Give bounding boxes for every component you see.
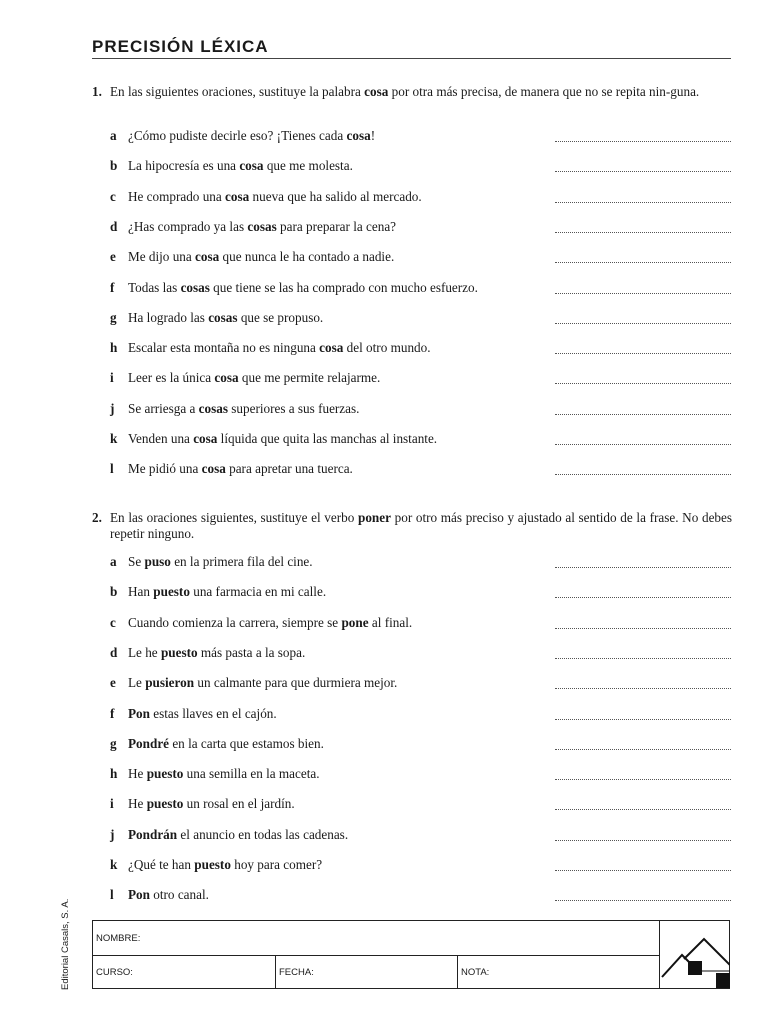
item-letter: j (110, 400, 115, 416)
item-letter: e (110, 675, 116, 691)
text-segment: Se arriesga a (128, 400, 199, 416)
item-sentence (128, 886, 209, 904)
text-segment: He comprado una (128, 188, 226, 204)
keyword: cosa (201, 461, 226, 477)
text-segment: Cuando comienza la carrera, siempre se (128, 614, 342, 630)
answer-line[interactable] (555, 374, 731, 384)
keyword: Pon (128, 705, 150, 721)
text-segment: otro canal. (149, 887, 209, 903)
item-letter: c (110, 188, 116, 204)
answer-line[interactable] (555, 831, 731, 841)
answer-line[interactable] (555, 162, 731, 172)
keyword: cosa (225, 188, 250, 204)
item-sentence (128, 157, 353, 175)
keyword: cosa (239, 158, 264, 174)
keyword: cosa (195, 249, 220, 265)
text-segment: que me permite relajarme. (238, 370, 381, 386)
item-sentence (128, 856, 322, 874)
text-segment: Venden una (128, 431, 194, 446)
publisher-credit: Editorial Casals, S. A. (60, 898, 71, 990)
text-segment: ¿Cómo pudiste decirle eso? ¡Tienes cada (128, 128, 347, 143)
keyword: puesto (160, 644, 198, 660)
exercise-item (110, 218, 731, 236)
text-segment: más pasta a la sopa. (197, 644, 306, 660)
text-segment: La hipocresía es una (128, 158, 240, 174)
text-segment: que tiene se las ha comprado con mucho esfuerzo. (209, 279, 478, 295)
keyword: puesto (153, 584, 190, 600)
item-letter: l (110, 461, 114, 477)
exercise-item (110, 826, 731, 844)
item-letter: b (110, 584, 118, 600)
item-letter: g (110, 735, 117, 751)
answer-line[interactable] (555, 344, 731, 354)
text-segment: He (128, 766, 147, 782)
text-segment: Me dijo una (128, 249, 196, 265)
item-letter: f (110, 705, 115, 721)
item-letter: h (110, 340, 118, 356)
page-title: PRECISIÓN LÉXICA (92, 37, 269, 56)
answer-line[interactable] (555, 223, 731, 233)
house-icon (660, 921, 730, 988)
answer-line[interactable] (555, 284, 731, 294)
text-segment: Leer es la única (128, 370, 215, 386)
exercise-item (110, 248, 731, 266)
question-number: 2. (92, 510, 102, 525)
keyword: cosas (208, 309, 238, 325)
answer-line[interactable] (555, 314, 731, 324)
exercise-item (110, 309, 731, 327)
exercise-item (110, 735, 731, 753)
text-segment: para preparar la cena? (276, 218, 397, 234)
item-sentence (128, 614, 412, 632)
exercise-item (110, 553, 731, 571)
text-segment: He (128, 796, 147, 812)
exercise-item (110, 705, 731, 723)
text-segment: líquida que quita las manchas al instante. (217, 431, 438, 446)
exercise-item (110, 460, 731, 478)
text-segment: un rosal en el jardín. (183, 796, 295, 812)
answer-line[interactable] (555, 558, 731, 568)
text-segment: En las oraciones siguientes, sustituye el verbo (110, 510, 358, 525)
keyword: cosa (346, 128, 371, 143)
exercise-item (110, 400, 731, 418)
item-sentence (128, 553, 313, 571)
answer-line[interactable] (555, 253, 731, 263)
exercise-item (110, 674, 731, 692)
text-segment: nueva que ha salido al mercado. (249, 188, 422, 204)
name-label: NOMBRE: (96, 932, 141, 944)
text-segment: Le he (128, 644, 161, 660)
keyword: Pondré (128, 735, 170, 751)
item-letter: i (110, 370, 114, 386)
answer-line[interactable] (555, 770, 731, 780)
keyword: cosa (319, 340, 344, 356)
text-segment: para apretar una tuerca. (225, 461, 353, 477)
text-segment: una farmacia en mi calle. (189, 584, 327, 600)
answer-line[interactable] (555, 405, 731, 415)
item-sentence (128, 400, 359, 418)
text-segment: el anuncio en todas las cadenas. (177, 826, 349, 842)
answer-line[interactable] (555, 891, 731, 901)
text-segment: Han (128, 584, 154, 600)
item-letter: d (110, 218, 118, 234)
keyword: Pon (128, 887, 150, 903)
text-segment: en la carta que estamos bien. (169, 735, 324, 751)
answer-line[interactable] (555, 193, 731, 203)
keyword: puso (144, 554, 171, 569)
answer-line[interactable] (555, 679, 731, 689)
item-sentence (128, 430, 437, 448)
text-segment: que se propuso. (237, 309, 324, 325)
grade-label: NOTA: (461, 967, 490, 978)
course-field[interactable] (93, 956, 275, 989)
exercise-item (110, 583, 731, 601)
keyword: cosa (214, 370, 239, 386)
course-label: CURSO: (96, 967, 133, 978)
text-segment: Ha logrado las (128, 309, 209, 325)
item-sentence (128, 218, 396, 236)
exercise-item (110, 188, 731, 206)
item-letter: c (110, 614, 116, 630)
item-letter: a (110, 128, 117, 143)
text-segment: superiores a sus fuerzas. (227, 400, 360, 416)
item-letter: k (110, 857, 118, 872)
text-segment: En las siguientes oraciones, sustituye la palabra (110, 84, 365, 99)
date-label: FECHA: (279, 967, 314, 978)
item-sentence (128, 644, 305, 662)
grade-field[interactable] (457, 956, 659, 989)
item-letter: e (110, 249, 116, 265)
item-sentence (128, 369, 380, 387)
item-sentence (128, 795, 295, 813)
publisher-logo (659, 921, 730, 988)
text-segment: Todas las (128, 279, 181, 295)
text-segment: un calmante para que durmiera mejor. (194, 675, 398, 691)
item-letter: i (110, 796, 114, 812)
text-segment: Le (128, 675, 146, 691)
item-sentence (128, 705, 277, 723)
keyword: cosas (247, 218, 277, 234)
answer-line[interactable] (555, 710, 731, 720)
text-segment: Escalar esta montaña no es ninguna (128, 340, 320, 356)
item-letter: j (110, 826, 115, 842)
keyword: cosa (364, 84, 389, 99)
exercise-item (110, 369, 731, 387)
question-instruction (110, 84, 732, 100)
keyword: Pondrán (128, 826, 178, 842)
question-2 (92, 510, 732, 541)
keyword: cosas (180, 279, 210, 295)
exercise-item (110, 614, 731, 632)
text-segment: Se (128, 554, 145, 569)
keyword: pone (341, 614, 369, 630)
text-segment: por otra más precisa, de manera que no se repita nin-guna. (388, 84, 700, 99)
text-segment: ¿Has comprado ya las (128, 218, 248, 234)
keyword: pusieron (145, 675, 195, 691)
item-letter: f (110, 279, 115, 295)
item-sentence (128, 583, 326, 601)
exercise-item (110, 279, 731, 297)
footer-row-name (93, 921, 659, 956)
text-segment: ! (370, 128, 376, 143)
text-segment: por otro más preciso y ajustado al sentido de la frase. No debes repetir ninguno. (110, 510, 732, 541)
item-sentence (128, 735, 324, 753)
item-letter: k (110, 431, 118, 446)
keyword: puesto (146, 766, 184, 782)
answer-line[interactable] (555, 435, 731, 445)
text-segment: hoy para comer? (230, 857, 323, 872)
exercise-item (110, 157, 731, 175)
exercise-item (110, 127, 731, 145)
item-sentence (128, 460, 353, 478)
answer-line[interactable] (555, 465, 731, 475)
keyword: cosas (198, 400, 228, 416)
item-sentence (128, 309, 323, 327)
text-segment: en la primera fila del cine. (170, 554, 313, 569)
answer-line[interactable] (555, 132, 731, 142)
text-segment: una semilla en la maceta. (183, 766, 320, 782)
text-segment: ¿Qué te han (128, 857, 195, 872)
text-segment: que me molesta. (263, 158, 353, 174)
question-1 (92, 84, 732, 100)
item-sentence (128, 127, 375, 145)
text-segment: que nunca le ha contado a nadie. (219, 249, 395, 265)
item-letter: d (110, 644, 118, 660)
exercise-item (110, 430, 731, 448)
exercise-item (110, 795, 731, 813)
keyword: puesto (146, 796, 184, 812)
title-rule (92, 58, 731, 59)
exercise-item (110, 644, 731, 662)
item-letter: h (110, 766, 118, 782)
answer-line[interactable] (555, 740, 731, 750)
item-letter: g (110, 309, 117, 325)
item-letter: b (110, 158, 118, 174)
item-sentence (128, 279, 478, 297)
exercise-item (110, 886, 731, 904)
text-segment: al final. (368, 614, 413, 630)
answer-line[interactable] (555, 800, 731, 810)
item-sentence (128, 826, 348, 844)
question-instruction (110, 510, 732, 541)
item-sentence (128, 248, 394, 266)
student-info-box (92, 920, 730, 989)
question-number: 1. (92, 84, 102, 99)
item-sentence (128, 188, 422, 206)
item-sentence (128, 339, 431, 357)
exercise-item (110, 856, 731, 874)
exercise-item (110, 339, 731, 357)
keyword: poner (358, 510, 391, 525)
item-letter: l (110, 887, 114, 903)
item-sentence (128, 765, 320, 783)
text-segment: del otro mundo. (343, 340, 431, 356)
answer-line[interactable] (555, 619, 731, 629)
text-segment: estas llaves en el cajón. (149, 705, 277, 721)
keyword: puesto (194, 857, 231, 872)
text-segment: Me pidió una (128, 461, 202, 477)
answer-line[interactable] (555, 861, 731, 871)
item-letter: a (110, 554, 117, 569)
date-field[interactable] (275, 956, 457, 989)
exercise-item (110, 765, 731, 783)
answer-line[interactable] (555, 588, 731, 598)
keyword: cosa (193, 431, 218, 446)
footer-row-details (93, 956, 659, 989)
item-sentence (128, 674, 397, 692)
answer-line[interactable] (555, 649, 731, 659)
name-field[interactable] (93, 921, 659, 955)
